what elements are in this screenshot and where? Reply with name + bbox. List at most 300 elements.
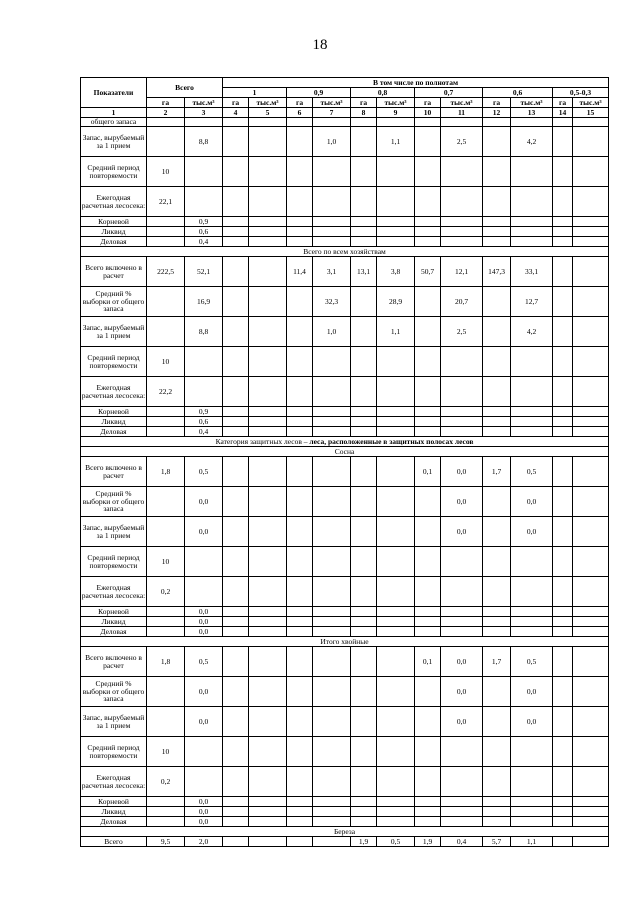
table-cell	[249, 377, 287, 407]
table-cell	[511, 627, 553, 637]
table-cell	[249, 487, 287, 517]
column-number: 9	[377, 108, 415, 118]
table-cell	[377, 817, 415, 827]
table-cell	[553, 457, 573, 487]
table-cell: 5,7	[483, 837, 511, 847]
table-cell	[441, 617, 483, 627]
table-cell	[441, 407, 483, 417]
table-cell	[147, 487, 185, 517]
row-label: Средний % выборки от общего запаса	[81, 487, 147, 517]
table-cell: 4,2	[511, 127, 553, 157]
row-label: Ликвид	[81, 417, 147, 427]
table-cell	[249, 118, 287, 127]
table-cell	[483, 517, 511, 547]
table-cell	[483, 817, 511, 827]
table-cell	[483, 617, 511, 627]
table-cell: 0,0	[441, 457, 483, 487]
table-cell	[185, 118, 223, 127]
table-cell: 1,8	[147, 457, 185, 487]
table-cell	[573, 837, 609, 847]
table-cell	[573, 487, 609, 517]
table-cell	[147, 217, 185, 227]
table-cell: 8,8	[185, 317, 223, 347]
table-cell	[573, 347, 609, 377]
table-cell	[573, 407, 609, 417]
table-cell	[377, 427, 415, 437]
table-cell: 11,4	[287, 257, 313, 287]
table-row	[81, 407, 609, 417]
table-cell	[287, 767, 313, 797]
page-number: 18	[312, 37, 328, 53]
table-cell: 1,8	[147, 647, 185, 677]
table-cell	[483, 118, 511, 127]
table-cell	[313, 737, 351, 767]
table-cell	[553, 707, 573, 737]
table-cell	[313, 547, 351, 577]
table-cell	[351, 118, 377, 127]
table-cell	[573, 317, 609, 347]
table-cell	[249, 317, 287, 347]
table-cell	[287, 407, 313, 417]
table-cell	[441, 817, 483, 827]
table-cell	[313, 807, 351, 817]
table-cell	[415, 427, 441, 437]
table-cell	[147, 118, 185, 127]
density-header: 0,9	[287, 88, 351, 98]
table-row	[81, 737, 609, 767]
table-cell	[287, 677, 313, 707]
table-cell	[351, 807, 377, 817]
table-cell	[249, 837, 287, 847]
table-cell	[553, 647, 573, 677]
table-cell	[441, 417, 483, 427]
table-cell	[287, 417, 313, 427]
table-cell	[313, 817, 351, 827]
table-cell	[377, 407, 415, 417]
table-cell	[351, 317, 377, 347]
table-cell	[553, 118, 573, 127]
table-cell: 10	[147, 157, 185, 187]
table-cell	[553, 217, 573, 227]
column-number: 12	[483, 108, 511, 118]
table-cell: 0,0	[511, 677, 553, 707]
table-cell	[377, 767, 415, 797]
table-cell	[573, 817, 609, 827]
table-cell	[483, 187, 511, 217]
table-cell	[351, 607, 377, 617]
table-cell	[553, 817, 573, 827]
table-cell	[573, 427, 609, 437]
table-cell	[249, 807, 287, 817]
table-cell	[377, 487, 415, 517]
table-cell	[377, 347, 415, 377]
table-cell	[351, 627, 377, 637]
table-row	[81, 187, 609, 217]
table-cell	[415, 807, 441, 817]
table-cell: 0,9	[185, 407, 223, 417]
section-heading-row	[81, 247, 609, 257]
table-cell	[223, 707, 249, 737]
table-cell	[223, 487, 249, 517]
table-cell	[287, 157, 313, 187]
table-cell	[377, 737, 415, 767]
table-cell: 0,0	[185, 487, 223, 517]
table-cell: 0,6	[185, 417, 223, 427]
unit-header: га	[223, 98, 249, 108]
table-cell	[249, 157, 287, 187]
table-cell: 0,5	[511, 647, 553, 677]
table-cell	[377, 118, 415, 127]
table-cell	[287, 227, 313, 237]
table-cell	[249, 287, 287, 317]
table-cell	[223, 407, 249, 417]
table-cell	[249, 817, 287, 827]
table-cell	[573, 127, 609, 157]
table-cell	[573, 607, 609, 617]
table-cell	[441, 807, 483, 817]
table-cell	[573, 417, 609, 427]
table-cell	[415, 417, 441, 427]
table-cell: 0,6	[185, 227, 223, 237]
table-cell	[511, 187, 553, 217]
table-cell	[147, 407, 185, 417]
table-cell: 0,2	[147, 767, 185, 797]
row-label: Средний период повторяемости	[81, 547, 147, 577]
table-cell	[415, 607, 441, 617]
table-cell	[441, 118, 483, 127]
table-cell	[573, 227, 609, 237]
table-cell	[573, 377, 609, 407]
table-cell	[313, 517, 351, 547]
table-cell: 1,1	[377, 127, 415, 157]
table-cell	[249, 427, 287, 437]
table-cell: 0,0	[185, 607, 223, 617]
table-cell	[287, 647, 313, 677]
table-cell	[287, 427, 313, 437]
table-cell	[351, 417, 377, 427]
density-header: 0,5-0,3	[553, 88, 609, 98]
table-cell	[415, 157, 441, 187]
table-cell	[313, 237, 351, 247]
table-cell	[249, 457, 287, 487]
table-cell	[287, 487, 313, 517]
table-cell	[351, 547, 377, 577]
table-cell	[351, 407, 377, 417]
table-cell	[351, 817, 377, 827]
table-body	[81, 118, 609, 847]
table-cell	[351, 157, 377, 187]
table-row	[81, 797, 609, 807]
table-cell	[573, 217, 609, 227]
table-cell	[553, 317, 573, 347]
table-cell	[223, 227, 249, 237]
table-cell	[287, 627, 313, 637]
table-cell	[185, 377, 223, 407]
table-cell	[351, 707, 377, 737]
table-cell	[483, 427, 511, 437]
table-cell	[249, 187, 287, 217]
table-cell	[511, 807, 553, 817]
table-cell	[249, 517, 287, 547]
table-cell	[483, 217, 511, 227]
table-cell	[147, 127, 185, 157]
table-cell	[511, 227, 553, 237]
table-cell	[147, 607, 185, 617]
table-cell	[573, 677, 609, 707]
table-cell	[483, 157, 511, 187]
table-cell	[483, 377, 511, 407]
table-cell	[511, 237, 553, 247]
table-cell: 0,0	[441, 517, 483, 547]
table-row	[81, 157, 609, 187]
table-row	[81, 487, 609, 517]
table-cell: 0,9	[185, 217, 223, 227]
table-cell	[351, 647, 377, 677]
table-cell	[553, 627, 573, 637]
table-cell	[249, 347, 287, 377]
row-label: Средний период повторяемости	[81, 347, 147, 377]
column-number: 6	[287, 108, 313, 118]
table-cell	[553, 187, 573, 217]
density-header: 1	[223, 88, 287, 98]
table-cell	[553, 227, 573, 237]
table-row	[81, 427, 609, 437]
table-row	[81, 118, 609, 127]
table-cell	[441, 547, 483, 577]
table-cell	[313, 187, 351, 217]
table-cell	[441, 737, 483, 767]
section-heading-row	[81, 447, 609, 457]
table-cell	[223, 807, 249, 817]
table-cell	[313, 407, 351, 417]
table-cell: 0,0	[185, 797, 223, 807]
table-cell: 0,0	[185, 707, 223, 737]
table-cell	[553, 737, 573, 767]
table-cell	[415, 707, 441, 737]
table-cell	[511, 118, 553, 127]
section-heading-row	[81, 827, 609, 837]
table-cell: 0,0	[511, 517, 553, 547]
table-cell	[511, 737, 553, 767]
table-cell	[377, 547, 415, 577]
column-number: 11	[441, 108, 483, 118]
table-cell: 147,3	[483, 257, 511, 287]
table-cell: 0,5	[185, 647, 223, 677]
table-cell	[185, 737, 223, 767]
table-cell	[553, 257, 573, 287]
table-cell	[415, 577, 441, 607]
table-cell	[223, 157, 249, 187]
table-cell	[313, 617, 351, 627]
table-cell	[147, 227, 185, 237]
table-cell	[553, 607, 573, 617]
table-cell	[249, 767, 287, 797]
table-cell: 0,5	[511, 457, 553, 487]
table-cell	[553, 407, 573, 417]
table-cell	[313, 677, 351, 707]
table-cell	[553, 547, 573, 577]
table-cell	[511, 217, 553, 227]
table-cell	[511, 607, 553, 617]
table-cell	[223, 737, 249, 767]
table-cell	[441, 797, 483, 807]
table-cell	[415, 347, 441, 377]
table-cell	[249, 617, 287, 627]
table-cell	[511, 427, 553, 437]
table-cell	[249, 607, 287, 617]
table-row	[81, 607, 609, 617]
table-cell	[223, 427, 249, 437]
table-cell: 2,5	[441, 127, 483, 157]
table-cell	[351, 237, 377, 247]
table-cell	[313, 707, 351, 737]
table-cell	[377, 807, 415, 817]
row-label: Деловая	[81, 427, 147, 437]
table-cell	[483, 767, 511, 797]
table-row	[81, 837, 609, 847]
table-cell	[147, 237, 185, 247]
unit-header: тыс.м³	[573, 98, 609, 108]
table-cell	[223, 377, 249, 407]
row-label: Средний % выборки от общего запаса	[81, 677, 147, 707]
table-cell	[415, 767, 441, 797]
table-cell	[511, 797, 553, 807]
table-row	[81, 807, 609, 817]
table-cell	[313, 118, 351, 127]
table-cell: 0,1	[415, 647, 441, 677]
section-heading: Береза	[81, 827, 609, 837]
table-cell	[573, 187, 609, 217]
table-cell: 0,0	[441, 677, 483, 707]
table-cell: 20,7	[441, 287, 483, 317]
unit-header: га	[483, 98, 511, 108]
table-cell	[249, 577, 287, 607]
table-cell	[377, 647, 415, 677]
table-cell	[415, 407, 441, 417]
table-cell: 0,0	[441, 647, 483, 677]
table-cell	[185, 347, 223, 377]
table-cell	[573, 257, 609, 287]
table-cell	[377, 417, 415, 427]
density-header: 0,7	[415, 88, 483, 98]
table-cell	[511, 577, 553, 607]
row-label: Ежегодная расчетная лесосека:	[81, 377, 147, 407]
table-cell	[573, 287, 609, 317]
cutting-volume-table	[80, 77, 609, 847]
table-cell: 33,1	[511, 257, 553, 287]
column-number: 4	[223, 108, 249, 118]
table-cell	[553, 347, 573, 377]
table-cell: 0,0	[185, 807, 223, 817]
table-cell	[313, 767, 351, 797]
table-cell	[351, 617, 377, 627]
table-row	[81, 347, 609, 377]
table-row	[81, 237, 609, 247]
table-cell	[249, 227, 287, 237]
table-cell	[573, 157, 609, 187]
category-heading	[81, 437, 609, 447]
table-cell: 10	[147, 347, 185, 377]
table-cell	[553, 127, 573, 157]
table-cell	[415, 287, 441, 317]
table-cell: 0,4	[441, 837, 483, 847]
table-cell: 1,0	[313, 317, 351, 347]
table-cell	[223, 817, 249, 827]
table-cell	[483, 407, 511, 417]
table-cell	[351, 487, 377, 517]
table-row	[81, 417, 609, 427]
table-cell	[573, 118, 609, 127]
table-cell	[553, 517, 573, 547]
table-cell	[185, 767, 223, 797]
table-cell	[351, 797, 377, 807]
table-cell	[415, 317, 441, 347]
table-cell	[147, 807, 185, 817]
table-row	[81, 617, 609, 627]
row-label: Всего включено в расчет	[81, 647, 147, 677]
table-cell	[441, 577, 483, 607]
table-cell	[415, 237, 441, 247]
table-cell	[185, 577, 223, 607]
table-cell	[377, 627, 415, 637]
table-cell	[553, 417, 573, 427]
table-cell	[573, 617, 609, 627]
table-cell	[223, 577, 249, 607]
table-cell	[415, 677, 441, 707]
row-label: Ликвид	[81, 617, 147, 627]
table-cell	[223, 317, 249, 347]
row-label: Запас, вырубаемый за 1 прием	[81, 317, 147, 347]
table-cell	[287, 547, 313, 577]
density-header: 0,8	[351, 88, 415, 98]
table-cell	[287, 317, 313, 347]
table-cell	[483, 627, 511, 637]
table-cell	[377, 227, 415, 237]
table-cell	[249, 677, 287, 707]
table-cell	[223, 237, 249, 247]
table-cell: 0,0	[185, 627, 223, 637]
table-cell	[377, 157, 415, 187]
table-cell: 9,5	[147, 837, 185, 847]
table-cell	[415, 817, 441, 827]
table-row	[81, 547, 609, 577]
table-cell	[287, 187, 313, 217]
table-cell	[287, 797, 313, 807]
table-cell	[313, 487, 351, 517]
table-cell	[287, 817, 313, 827]
table-cell: 22,2	[147, 377, 185, 407]
table-cell	[147, 417, 185, 427]
table-row	[81, 517, 609, 547]
table-cell	[553, 807, 573, 817]
table-row	[81, 317, 609, 347]
table-cell: 1,1	[377, 317, 415, 347]
table-cell	[223, 347, 249, 377]
table-cell	[287, 118, 313, 127]
table-row	[81, 707, 609, 737]
table-cell	[147, 627, 185, 637]
column-number: 7	[313, 108, 351, 118]
table-cell	[573, 707, 609, 737]
table-cell: 1,0	[313, 127, 351, 157]
row-label: Корневой	[81, 797, 147, 807]
table-cell	[223, 127, 249, 157]
table-cell	[313, 157, 351, 187]
table-cell: 3,8	[377, 257, 415, 287]
table-row	[81, 677, 609, 707]
table-cell	[313, 427, 351, 437]
table-cell	[553, 577, 573, 607]
